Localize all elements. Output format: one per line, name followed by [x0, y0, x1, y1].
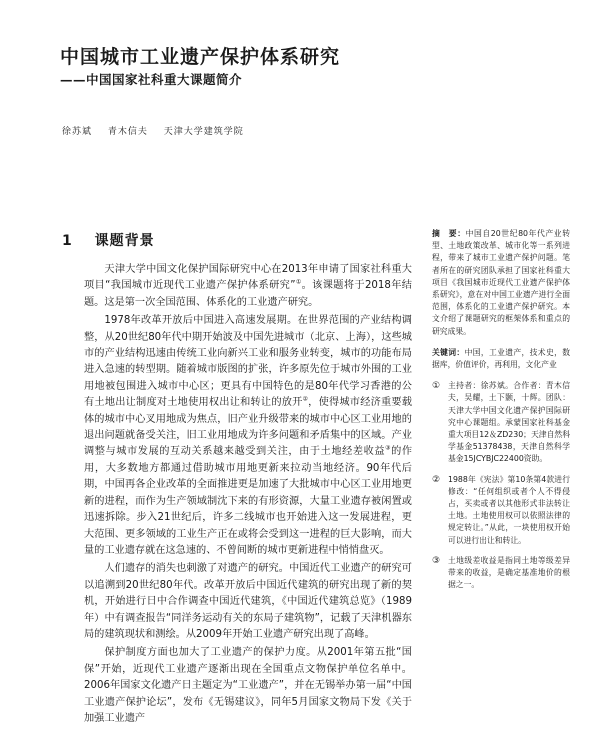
section-number: 1 [62, 233, 73, 249]
paper-title: 中国城市工业遗产保护体系研究 [60, 46, 341, 68]
paragraph-text: ，使得城市经济重要载体的城市中心叉用地成为焦点，旧产业升级带来的城市中心区工业用地的退出问题就备受关注，旧工业用地成为许多问题和矛盾集中的区域。产业调整与城市发展的互动关系越来越受到关注，由于土地经差收益 [84, 397, 413, 458]
footnote-text: 土地级差收益是指同土地等级差异带来的收益，是确定基准地价的根据之一。 [448, 555, 570, 590]
footnote-ref: ③ [385, 445, 392, 453]
keywords-text: 中国，工业遗产，技术史，数据库，价值评价，再利用，文化产业 [432, 347, 571, 370]
footnote-mark: ③ [432, 555, 441, 566]
footnote-ref: ② [302, 395, 309, 403]
paragraph-text: 。该课题将于2018年结题。这是第一次全国范围、体系化的工业遗产研究。 [84, 280, 412, 308]
footnote-text: 1988年《宪法》第10条第4款进行修改：“任何组织或者个人不得侵占，买卖或者以其他形式非法转让土地。土地使用权可以依照法律的规定转让。”从此，一块使用权开始可以进行出让和转让。 [448, 474, 570, 545]
footnote-ref: ① [295, 279, 302, 287]
author-name: 徐苏斌 [62, 127, 93, 137]
footnote-text: 主持者：徐苏斌。合作者：青木信夫，吴耀，土下颢，十辉。团队：天津大学中国文化遗产保护国际研究中心课题组。承蒙国家社科基金重大项目12＆ZD230；天津自然科学基金51378438，天津自然科学基金15JCYBJC22400资助。 [448, 381, 570, 464]
section-title: 课题背景 [94, 233, 155, 249]
keywords-label: 关键词： [432, 347, 465, 357]
footnote-mark: ① [432, 381, 441, 392]
footnote-mark: ② [432, 474, 441, 485]
abstract-label: 摘 要： [432, 229, 466, 238]
author-affiliation: 天津大学建筑学院 [163, 127, 244, 137]
section-heading [62, 230, 155, 250]
footnote [432, 474, 570, 547]
paragraph-text: 1978年改革开放后中国进入高速发展期。在世界范围的产业结构调整，从20世纪80年代中期开始波及中国先进城市（北京、上海），这些城市的产业结构迅速由传统工业向新兴工业和服务业转变，城市的功能布局进入急速的转型期。随着城市版图的扩张，许多原先位于城市外围的工业用地被包围进入城市中心区；更具有中国特色的是80年代学习香港的公有土地出让制度对土地使用权出让和转让的放开 [84, 315, 412, 409]
paragraph [84, 313, 412, 559]
sidebar-column [432, 228, 570, 599]
paper-subtitle: ——中国国家社科重大课题简介 [60, 72, 243, 87]
main-body-text [84, 262, 412, 727]
paragraph [84, 262, 412, 311]
paragraph: 保护制度方面也加大了工业遗产的保护力度。从2001年第五批“国保”开始，近现代工业遗产逐渐出现在全国重点文物保护单位名单中。2006年国家文化遗产日主题定为“工业遗产”，并在无锡举办第一届“中国工业遗产保护论坛”，发布《无锡建议》，同年5月国家文物局下发《关于加强工业遗产 [84, 647, 412, 724]
paragraph-text: 的作用，大多数地方都通过借助城市用地更新来拉动当地经济。90年代后期，中国再各企业改革的全面推进更是加速了大批城市中心区工业用地更新的进程，而作为生产领域制沈下来的有形资源，大量工业遗存被闲置或迅速拆除。步入21世纪后，许多二线城市也开始进入这一发展进程，更大范围、更多领域的工业生产正在或将会受到这一进程的巨大影响，而大量的工业遗存就在这急速的、不曾间断的城市更新进程中悄悄盘灭。 [84, 446, 413, 556]
keywords [432, 347, 570, 371]
paragraph: 人们遗存的消失也刺激了对遗产的研究。中国近代工业遗产的研究可以追溯到20世纪80年代。改革开放后中国近代建筑的研究出现了新的契机，开始进行日中合作调查中国近代建筑，《中国近代建筑总览》（1989年）中有调查报告“同洋务运动有关的东局子建筑物”，记载了天津机器东局的建筑现状和测绘。从2009年开始工业遗产研究出现了高峰。 [84, 563, 412, 640]
footnote [432, 555, 570, 592]
footnote [432, 380, 570, 465]
author-name: 青木信夫 [107, 127, 148, 137]
abstract-text: 中国自20世纪80年代产业转型、土地政策改革、城市化等一系列进程，带来了城市工业遗产保护问题。笔者所在的研究团队承担了国家社科重大项目《我国城市近现代工业遗产保护体系研究》，意在对中国工业遗产进行全面范围，体系化的工业遗产保护研究。本文介绍了课题研究的框架体系和重点的研究成果。 [432, 229, 571, 336]
abstract [432, 228, 570, 338]
author-line [62, 124, 256, 137]
paragraph-text: 天津大学中国文化保护国际研究中心在2013年申请了国家社科重大项目“我国城市近现代工业遗产保护体系研究” [84, 264, 412, 292]
